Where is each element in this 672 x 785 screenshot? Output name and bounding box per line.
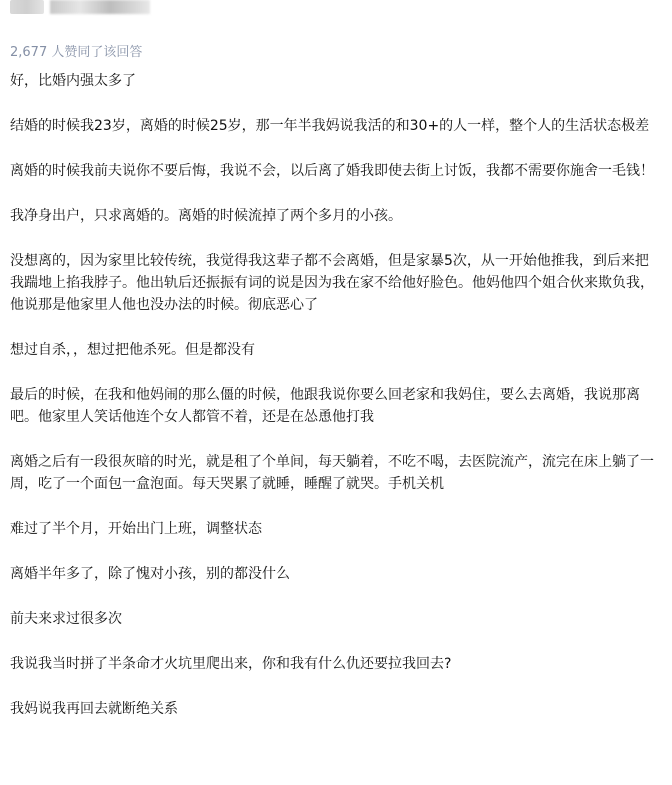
answer-paragraph: 没想离的，因为家里比较传统，我觉得我这辈子都不会离婚，但是家暴5次，从一开始他推我，到后来把我踹地上掐我脖子。他出轨后还振振有词的说是因为我在家不给他好脸色。他妈他四个姐合伙来欺负我，他说那是他家里人他也没办法的时候。彻底恶心了 bbox=[10, 253, 654, 313]
answer-paragraph: 我净身出户，只求离婚的。离婚的时候流掉了两个多月的小孩。 bbox=[10, 208, 402, 224]
answer-paragraph: 离婚的时候我前夫说你不要后悔，我说不会，以后离了婚我即使去街上讨饭，我都不需要你施舍一毛钱！ bbox=[10, 163, 654, 179]
answer-content bbox=[10, 70, 662, 743]
answer-paragraph: 想过自杀，，想过把他杀死。但是都没有 bbox=[10, 342, 255, 358]
vote-count: 2,677 人赞同了该回答 bbox=[10, 45, 143, 60]
answer-paragraph: 离婚之后有一段很灰暗的时光，就是租了个单间，每天躺着，不吃不喝，去医院流产，流完在床上躺了一周，吃了一个面包一盒泡面。每天哭累了就睡，睡醒了就哭。手机关机 bbox=[10, 454, 654, 492]
answer-paragraph: 离婚半年多了，除了愧对小孩，别的都没什么 bbox=[10, 566, 290, 582]
answer-paragraph: 结婚的时候我23岁，离婚的时候25岁，那一年半我妈说我活的和30+的人一样，整个人的生活状态极差 bbox=[10, 118, 650, 134]
answer-paragraph: 我说我当时拼了半条命才火坑里爬出来，你和我有什么仇还要拉我回去? bbox=[10, 656, 452, 672]
answer-paragraph: 好，比婚内强太多了 bbox=[10, 73, 136, 89]
answer-paragraph: 我妈说我再回去就断绝关系 bbox=[10, 701, 178, 717]
answer-paragraph: 前夫来求过很多次 bbox=[10, 611, 122, 627]
author-avatar[interactable] bbox=[10, 0, 44, 14]
author-header-blurred bbox=[10, 0, 170, 22]
answer-paragraph: 难过了半个月，开始出门上班，调整状态 bbox=[10, 521, 262, 537]
author-name-redacted bbox=[50, 0, 150, 14]
answer-paragraph: 最后的时候，在我和他妈闹的那么僵的时候，他跟我说你要么回老家和我妈住，要么去离婚，我说那离吧。他家里人笑话他连个女人都管不着，还是在怂恿他打我 bbox=[10, 387, 640, 425]
